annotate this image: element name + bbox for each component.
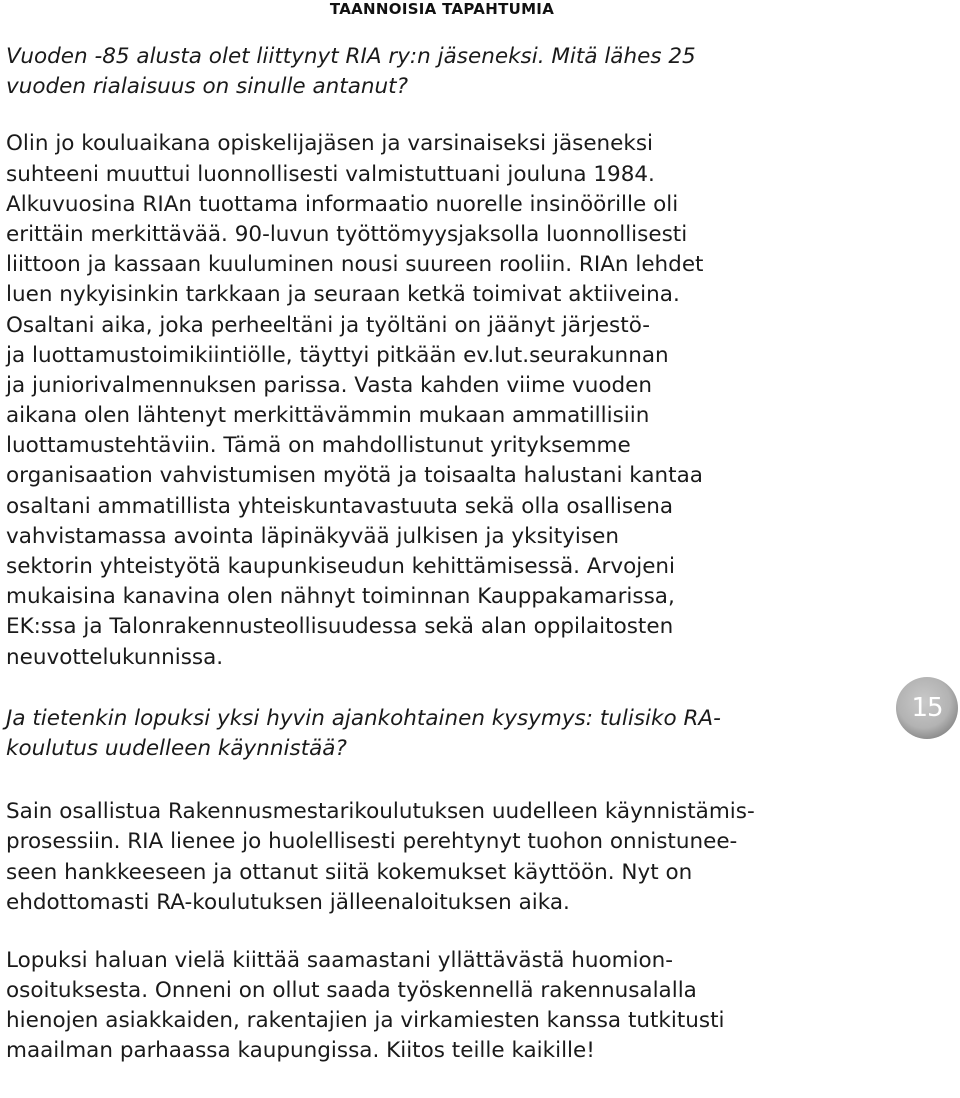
answer-2-line: seen hankkeeseen ja ottanut siitä kokemukset käyttöön. Nyt on (6, 859, 693, 885)
answer-1-line: neuvottelukunnissa. (6, 644, 224, 670)
answer-1-line: ja juniorivalmennuksen parissa. Vasta kahden viime vuoden (6, 372, 653, 398)
question-2 (6, 704, 876, 764)
answer-1-line: osaltani ammatillista yhteiskuntavastuuta sekä olla osallisena (6, 493, 674, 519)
answer-1-line: sektorin yhteistyötä kaupunkiseudun kehittämisessä. Arvojeni (6, 554, 676, 579)
answer-3 (6, 946, 876, 1067)
answer-1-line: suhteeni muuttui luonnollisesti valmistuttuani jouluna 1984. (6, 161, 655, 187)
page-number: 15 (911, 693, 943, 723)
section-header (0, 0, 880, 22)
answer-2 (6, 797, 876, 918)
answer-2-line: ehdottomasti RA-koulutuksen jälleenaloituksen aika. (6, 889, 570, 915)
answer-1-line: luottamustehtäviin. Tämä on mahdollistunut yrityksemme (6, 433, 631, 459)
answer-3-line: maailman parhaassa kaupungissa. Kiitos teille kaikille! (6, 1038, 595, 1064)
answer-1-line: vahvistamassa avointa läpinäkyvää julkisen ja yksityisen (6, 523, 619, 549)
answer-3-line: osoituksesta. Onneni on ollut saada työskennellä rakennusalalla (6, 978, 697, 1004)
answer-1-line: erittäin merkittävää. 90-luvun työttömyysjaksolla luonnollisesti (6, 221, 688, 247)
answer-1-line: ja luottamustoimikiintiölle, täyttyi pitkään ev.lut.seurakunnan (6, 342, 669, 368)
article-body (6, 42, 876, 1067)
answer-3-line: hienojen asiakkaiden, rakentajien ja virkamiesten kanssa tutkitusti (6, 1008, 725, 1034)
question-1-line: vuoden rialaisuus on sinulle antanut? (6, 74, 408, 100)
answer-2-line: prosessiin. RIA lienee jo huolellisesti perehtynyt tuohon onnistunee- (6, 829, 738, 855)
question-1 (6, 42, 876, 102)
answer-1-line: Osaltani aika, joka perheeltäni ja työltäni on jäänyt järjestö- (6, 312, 651, 338)
answer-2-line: Sain osallistua Rakennusmestarikoulutuksen uudelleen käynnistämis- (6, 799, 755, 825)
answer-1-line: liittoon ja kassaan kuuluminen nousi suureen rooliin. RIAn lehdet (6, 252, 704, 278)
answer-1-line: Alkuvuosina RIAn tuottama informaatio nuorelle insinöörille oli (6, 191, 679, 217)
answer-1-line: aikana olen lähtenyt merkittävämmin mukaan ammatillisiin (6, 403, 650, 429)
page-number-badge (894, 675, 960, 741)
answer-1 (6, 129, 876, 672)
answer-1-line: organisaation vahvistumisen myötä ja toisaalta halustani kantaa (6, 463, 703, 489)
answer-1-line: mukaisina kanavina olen nähnyt toiminnan Kauppakamarissa, (6, 584, 675, 610)
question-2-line: koulutus uudelleen käynnistää? (6, 735, 347, 761)
answer-1-line: luen nykyisinkin tarkkaan ja seuraan ketkä toimivat aktiiveina. (6, 282, 680, 308)
section-header-text: TAANNOISIA TAPAHTUMIA (329, 0, 555, 18)
answer-3-line: Lopuksi haluan vielä kiittää saamastani yllättävästä huomion- (6, 947, 674, 973)
answer-1-line: Olin jo kouluaikana opiskelijajäsen ja varsinaiseksi jäseneksi (6, 131, 654, 157)
question-2-line: Ja tietenkin lopuksi yksi hyvin ajankohtainen kysymys: tulisiko RA- (6, 705, 721, 731)
answer-1-line: EK:ssa ja Talonrakennusteollisuudessa sekä alan oppilaitosten (6, 614, 674, 640)
question-1-line: Vuoden -85 alusta olet liittynyt RIA ry:n jäseneksi. Mitä lähes 25 (6, 44, 696, 69)
